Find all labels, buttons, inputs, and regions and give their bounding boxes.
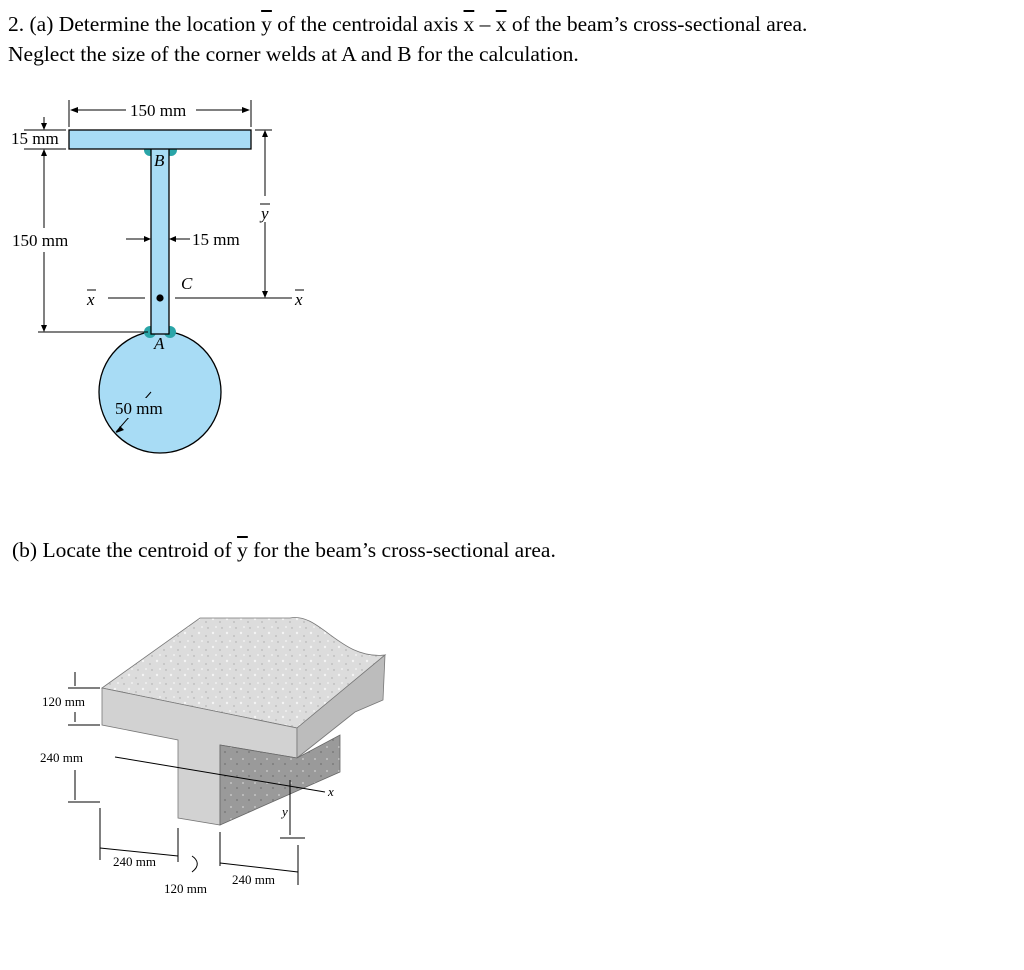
label-50-radius: 50 mm: [115, 399, 163, 418]
label-b-ybar: y: [282, 804, 288, 819]
ybar-symbol-b: $\overline{y}$: [237, 538, 248, 562]
dash: –: [474, 12, 496, 36]
label-b-x: x: [328, 784, 334, 799]
label-15-web: 15 mm: [192, 230, 240, 249]
part-a-line-2: Neglect the size of the corner welds at A and B for the calculation.: [8, 42, 579, 66]
dim-b-240-right: [220, 863, 298, 872]
part-a-mid: of the centroidal axis: [271, 12, 464, 36]
label-ybar: y: [261, 204, 269, 223]
label-15-flange: 15 mm: [11, 129, 59, 148]
part-a-prefix: 2. (a) Determine the location: [8, 12, 262, 36]
label-b-120-top: 120 mm: [42, 694, 85, 709]
xbar-symbol-2: $\overline{x}$: [495, 12, 507, 36]
label-150-top: 150 mm: [130, 101, 187, 120]
label-b-240-left: 240 mm: [40, 750, 83, 765]
part-a-suffix: of the beam’s cross-sectional area.: [506, 12, 808, 36]
label-b-240-bottom: 240 mm: [113, 854, 156, 869]
label-b: B: [154, 151, 165, 170]
label-c: C: [181, 274, 193, 293]
part-b-prefix: (b) Locate the centroid of: [12, 538, 238, 562]
label-b-120-bottom: 120 mm: [164, 881, 207, 896]
label-150-height: 150 mm: [12, 231, 69, 250]
leader-b-120: [192, 856, 197, 872]
label-xbar-left: x: [87, 290, 95, 309]
label-a: A: [154, 334, 165, 353]
part-b-suffix: for the beam’s cross-sectional area.: [247, 538, 556, 562]
label-b-240-right: 240 mm: [232, 872, 275, 887]
xbar-symbol: $\overline{x}$: [463, 12, 475, 36]
label-xbar-right: x: [295, 290, 303, 309]
ybar-symbol: $\overline{y}$: [261, 12, 272, 36]
